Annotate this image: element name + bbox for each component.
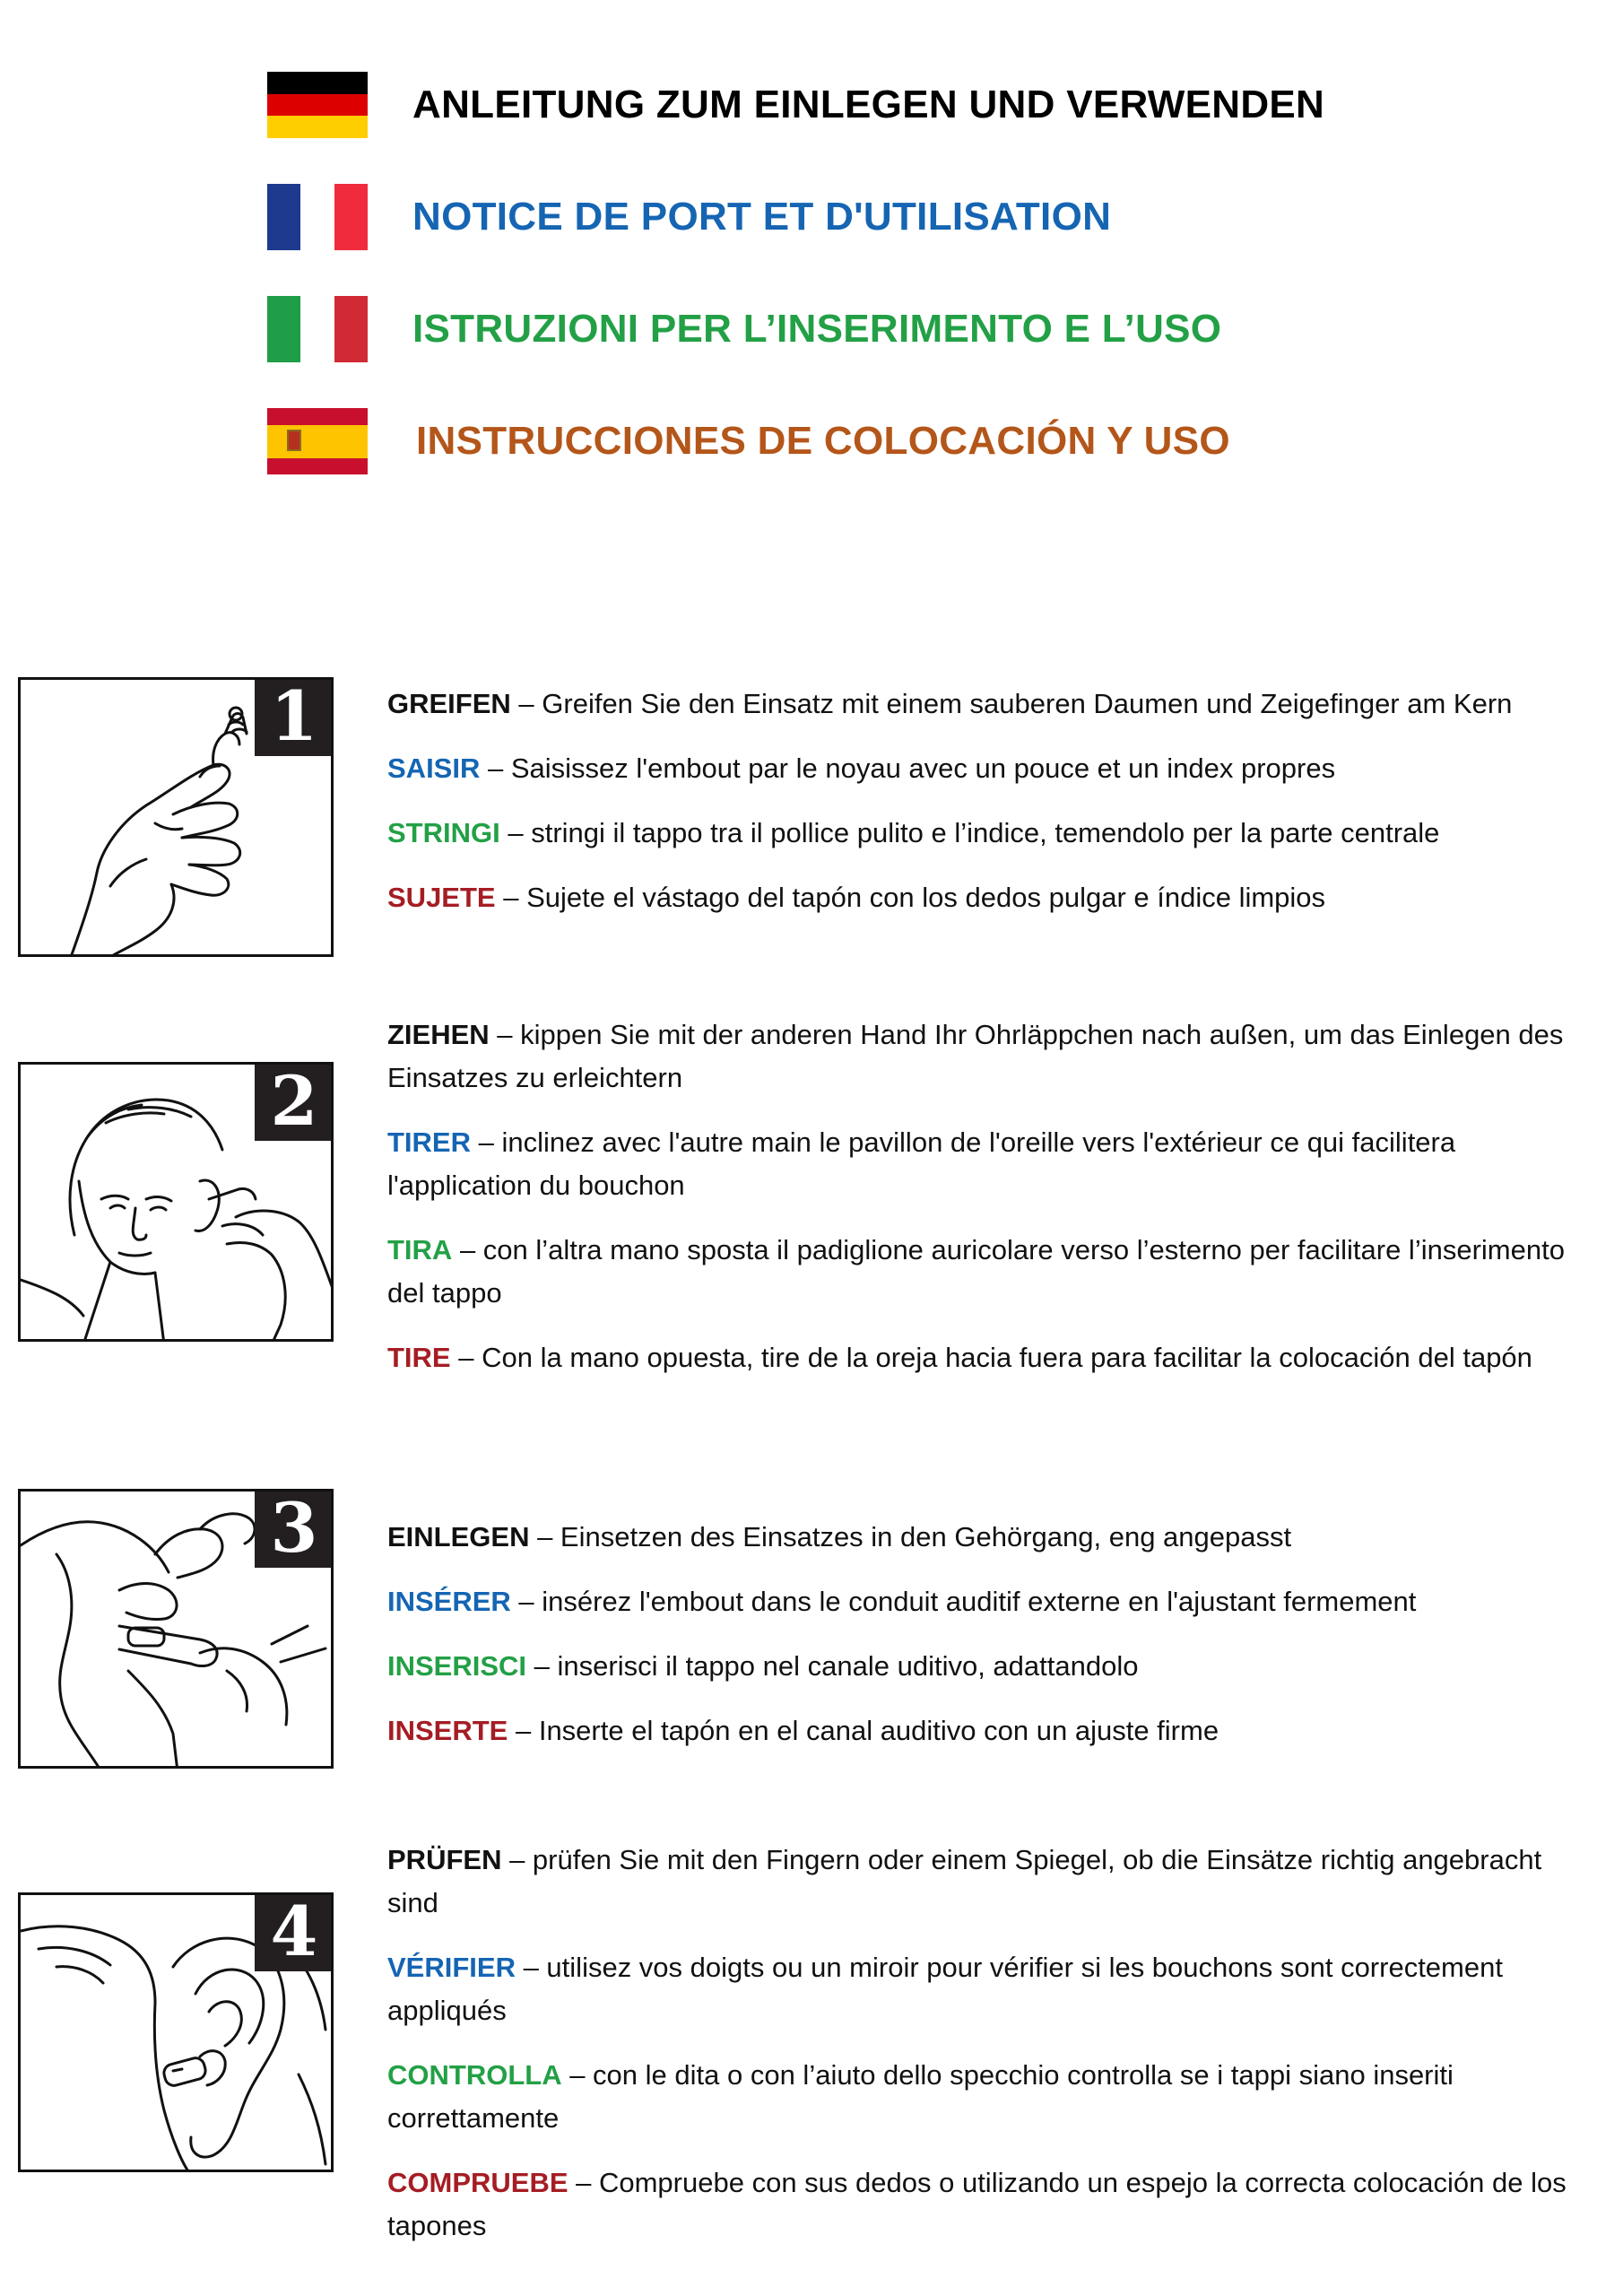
step-2-illustration (18, 1062, 334, 1342)
keyword-es: COMPRUEBE (387, 2167, 568, 2198)
french-flag-icon (267, 184, 368, 250)
keyword-it: INSERISCI (387, 1650, 527, 1682)
instruction-text-it: – inserisci il tappo nel canale uditivo, adattandolo (526, 1650, 1139, 1682)
italian-flag-icon (267, 296, 368, 362)
header-title-french: NOTICE DE PORT ET D'UTILISATION (412, 195, 1112, 239)
instruction-de (387, 1839, 1598, 1925)
instruction-fr (387, 747, 1598, 790)
instruction-es (387, 1709, 1598, 1752)
step-1-illustration (18, 677, 334, 957)
step-3-illustration (18, 1489, 334, 1769)
instruction-fr (387, 1121, 1598, 1207)
instruction-de (387, 1013, 1598, 1100)
step-number-badge: 1 (255, 677, 334, 756)
instruction-de (387, 683, 1598, 726)
instruction-text-fr: – utilisez vos doigts ou un miroir pour vérifier si les bouchons sont correctement appliqués (387, 1952, 1503, 2026)
instruction-text-fr: – insérez l'embout dans le conduit auditif externe en l'ajustant fermement (510, 1586, 1417, 1617)
instruction-fr (387, 1580, 1598, 1623)
step-number-badge: 3 (255, 1489, 334, 1568)
instruction-text-de: – kippen Sie mit der anderen Hand Ihr Ohrläppchen nach außen, um das Einlegen des Einsatzes zu erleichtern (387, 1019, 1564, 1093)
instruction-text-it: – con le dita o con l’aiuto dello specchio controlla se i tappi siano inseriti correttamente (387, 2059, 1454, 2134)
step-4-text (387, 1839, 1598, 2269)
instruction-text-es: – Inserte el tapón en el canal auditivo con un ajuste firme (508, 1715, 1219, 1746)
keyword-it: CONTROLLA (387, 2059, 562, 2091)
instruction-de (387, 1516, 1598, 1559)
step-number-badge: 2 (255, 1062, 334, 1141)
keyword-fr: INSÉRER (387, 1586, 511, 1617)
instruction-it (387, 1645, 1598, 1688)
keyword-es: INSERTE (387, 1715, 508, 1746)
instruction-text-es: – Con la mano opuesta, tire de la oreja hacia fuera para facilitar la colocación del tapón (450, 1342, 1532, 1373)
keyword-de: EINLEGEN (387, 1521, 530, 1552)
step-1-text (387, 683, 1598, 941)
keyword-de: PRÜFEN (387, 1844, 502, 1875)
instruction-text-fr: – inclinez avec l'autre main le pavillon de l'oreille vers l'extérieur ce qui facilitera l'application du bouchon (387, 1126, 1456, 1201)
instruction-text-fr: – Saisissez l'embout par le noyau avec un pouce et un index propres (480, 752, 1336, 784)
instruction-text-es: – Sujete el vástago del tapón con los dedos pulgar e índice limpios (495, 882, 1326, 913)
german-flag-icon (267, 72, 368, 138)
instruction-fr (387, 1946, 1598, 2032)
instruction-es (387, 2161, 1598, 2248)
step-4-illustration (18, 1892, 334, 2172)
keyword-de: GREIFEN (387, 688, 511, 719)
instruction-it (387, 1229, 1598, 1315)
keyword-it: STRINGI (387, 817, 500, 848)
keyword-es: SUJETE (387, 882, 496, 913)
instruction-it (387, 2054, 1598, 2140)
header-row-german (267, 72, 1324, 138)
header-row-italian (267, 296, 1221, 362)
header-row-spanish (267, 408, 1230, 474)
keyword-fr: SAISIR (387, 752, 481, 784)
header-row-french (267, 184, 1111, 250)
header-title-spanish: INSTRUCCIONES DE COLOCACIÓN Y USO (416, 419, 1230, 463)
instruction-text-it: – stringi il tappo tra il pollice pulito e l’indice, temendolo per la parte centrale (499, 817, 1440, 848)
keyword-it: TIRA (387, 1234, 453, 1265)
keyword-fr: TIRER (387, 1126, 471, 1158)
instruction-text-de: – Greifen Sie den Einsatz mit einem sauberen Daumen und Zeigefinger am Kern (510, 688, 1513, 719)
header-title-italian: ISTRUZIONI PER L’INSERIMENTO E L’USO (412, 307, 1222, 351)
spanish-flag-icon (267, 408, 368, 474)
step-3-text (387, 1516, 1598, 1774)
instruction-it (387, 812, 1598, 855)
instruction-es (387, 1336, 1598, 1379)
step-2-text (387, 1013, 1598, 1401)
instruction-text-it: – con l’altra mano sposta il padiglione auricolare verso l’esterno per facilitare l’inserimento del tappo (387, 1234, 1565, 1309)
keyword-fr: VÉRIFIER (387, 1952, 516, 1983)
instruction-text-de: – Einsetzen des Einsatzes in den Gehörgang, eng angepasst (529, 1521, 1292, 1552)
instruction-text-es: – Compruebe con sus dedos o utilizando un espejo la correcta colocación de los tapones (387, 2167, 1567, 2241)
header-title-german: ANLEITUNG ZUM EINLEGEN UND VERWENDEN (412, 83, 1325, 126)
instruction-es (387, 876, 1598, 919)
step-number-badge: 4 (255, 1892, 334, 1971)
instruction-text-de: – prüfen Sie mit den Fingern oder einem Spiegel, ob die Einsätze richtig angebracht sind (387, 1844, 1542, 1918)
keyword-es: TIRE (387, 1342, 451, 1373)
keyword-de: ZIEHEN (387, 1019, 490, 1050)
